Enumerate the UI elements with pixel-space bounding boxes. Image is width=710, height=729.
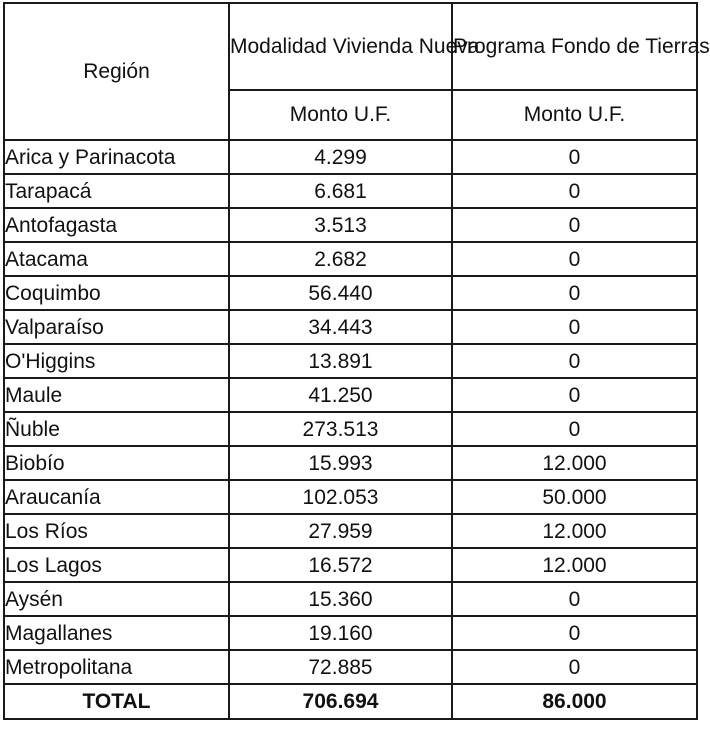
table-row [4, 650, 697, 684]
vivienda-cell: 15.993 [229, 446, 452, 480]
tierras-cell: 0 [452, 650, 697, 684]
header-fondo-tierras: Programa Fondo de Tierras [452, 3, 697, 90]
table-row [4, 174, 697, 208]
region-cell: Antofagasta [4, 208, 229, 242]
table-row [4, 310, 697, 344]
tierras-cell: 0 [452, 412, 697, 446]
region-cell: Ñuble [4, 412, 229, 446]
table-row [4, 548, 697, 582]
subheader-tierras-unit: Monto U.F. [452, 90, 697, 140]
table-header [4, 3, 710, 140]
tierras-cell: 0 [452, 378, 697, 412]
vivienda-cell: 3.513 [229, 208, 452, 242]
total-vivienda: 706.694 [229, 684, 452, 719]
total-tierras: 86.000 [452, 684, 697, 719]
region-cell: Arica y Parinacota [4, 140, 229, 174]
region-cell: Araucanía [4, 480, 229, 514]
tierras-cell: 0 [452, 208, 697, 242]
vivienda-cell: 72.885 [229, 650, 452, 684]
table-row [4, 582, 697, 616]
table-row [4, 616, 697, 650]
tierras-cell: 12.000 [452, 514, 697, 548]
table-row [4, 412, 697, 446]
region-cell: Magallanes [4, 616, 229, 650]
region-cell: Maule [4, 378, 229, 412]
table-row [4, 242, 697, 276]
region-cell: O'Higgins [4, 344, 229, 378]
vivienda-cell: 16.572 [229, 548, 452, 582]
region-cell: Coquimbo [4, 276, 229, 310]
region-cell: Aysén [4, 582, 229, 616]
vivienda-cell: 102.053 [229, 480, 452, 514]
tierras-cell: 12.000 [452, 548, 697, 582]
table-row [4, 140, 697, 174]
subheader-vivienda-unit: Monto U.F. [229, 90, 452, 140]
vivienda-cell: 27.959 [229, 514, 452, 548]
tierras-cell: 0 [452, 310, 697, 344]
table-row [4, 480, 697, 514]
vivienda-cell: 2.682 [229, 242, 452, 276]
tierras-cell: 0 [452, 344, 697, 378]
header-vivienda-nueva: Modalidad Vivienda Nueva [229, 3, 452, 90]
table-row [4, 446, 697, 480]
header-row [4, 3, 697, 90]
table-body [4, 140, 697, 684]
table-row [4, 344, 697, 378]
vivienda-cell: 41.250 [229, 378, 452, 412]
table-row [4, 514, 697, 548]
region-cell: Tarapacá [4, 174, 229, 208]
region-cell: Los Lagos [4, 548, 229, 582]
region-cell: Metropolitana [4, 650, 229, 684]
tierras-cell: 0 [452, 174, 697, 208]
tierras-cell: 50.000 [452, 480, 697, 514]
vivienda-cell: 6.681 [229, 174, 452, 208]
vivienda-cell: 19.160 [229, 616, 452, 650]
total-row [4, 684, 697, 719]
total-label: TOTAL [4, 684, 229, 719]
tierras-cell: 0 [452, 242, 697, 276]
vivienda-cell: 34.443 [229, 310, 452, 344]
table-footer [4, 684, 697, 719]
region-cell: Biobío [4, 446, 229, 480]
table-row [4, 208, 697, 242]
tierras-cell: 0 [452, 140, 697, 174]
region-cell: Valparaíso [4, 310, 229, 344]
vivienda-cell: 273.513 [229, 412, 452, 446]
table-row [4, 378, 697, 412]
vivienda-cell: 4.299 [229, 140, 452, 174]
vivienda-cell: 56.440 [229, 276, 452, 310]
vivienda-cell: 13.891 [229, 344, 452, 378]
region-cell: Atacama [4, 242, 229, 276]
region-cell: Los Ríos [4, 514, 229, 548]
header-region: Región [4, 3, 229, 140]
vivienda-cell: 15.360 [229, 582, 452, 616]
tierras-cell: 0 [452, 582, 697, 616]
tierras-cell: 12.000 [452, 446, 697, 480]
budget-table [3, 2, 710, 720]
tierras-cell: 0 [452, 616, 697, 650]
tierras-cell: 0 [452, 276, 697, 310]
table-row [4, 276, 697, 310]
